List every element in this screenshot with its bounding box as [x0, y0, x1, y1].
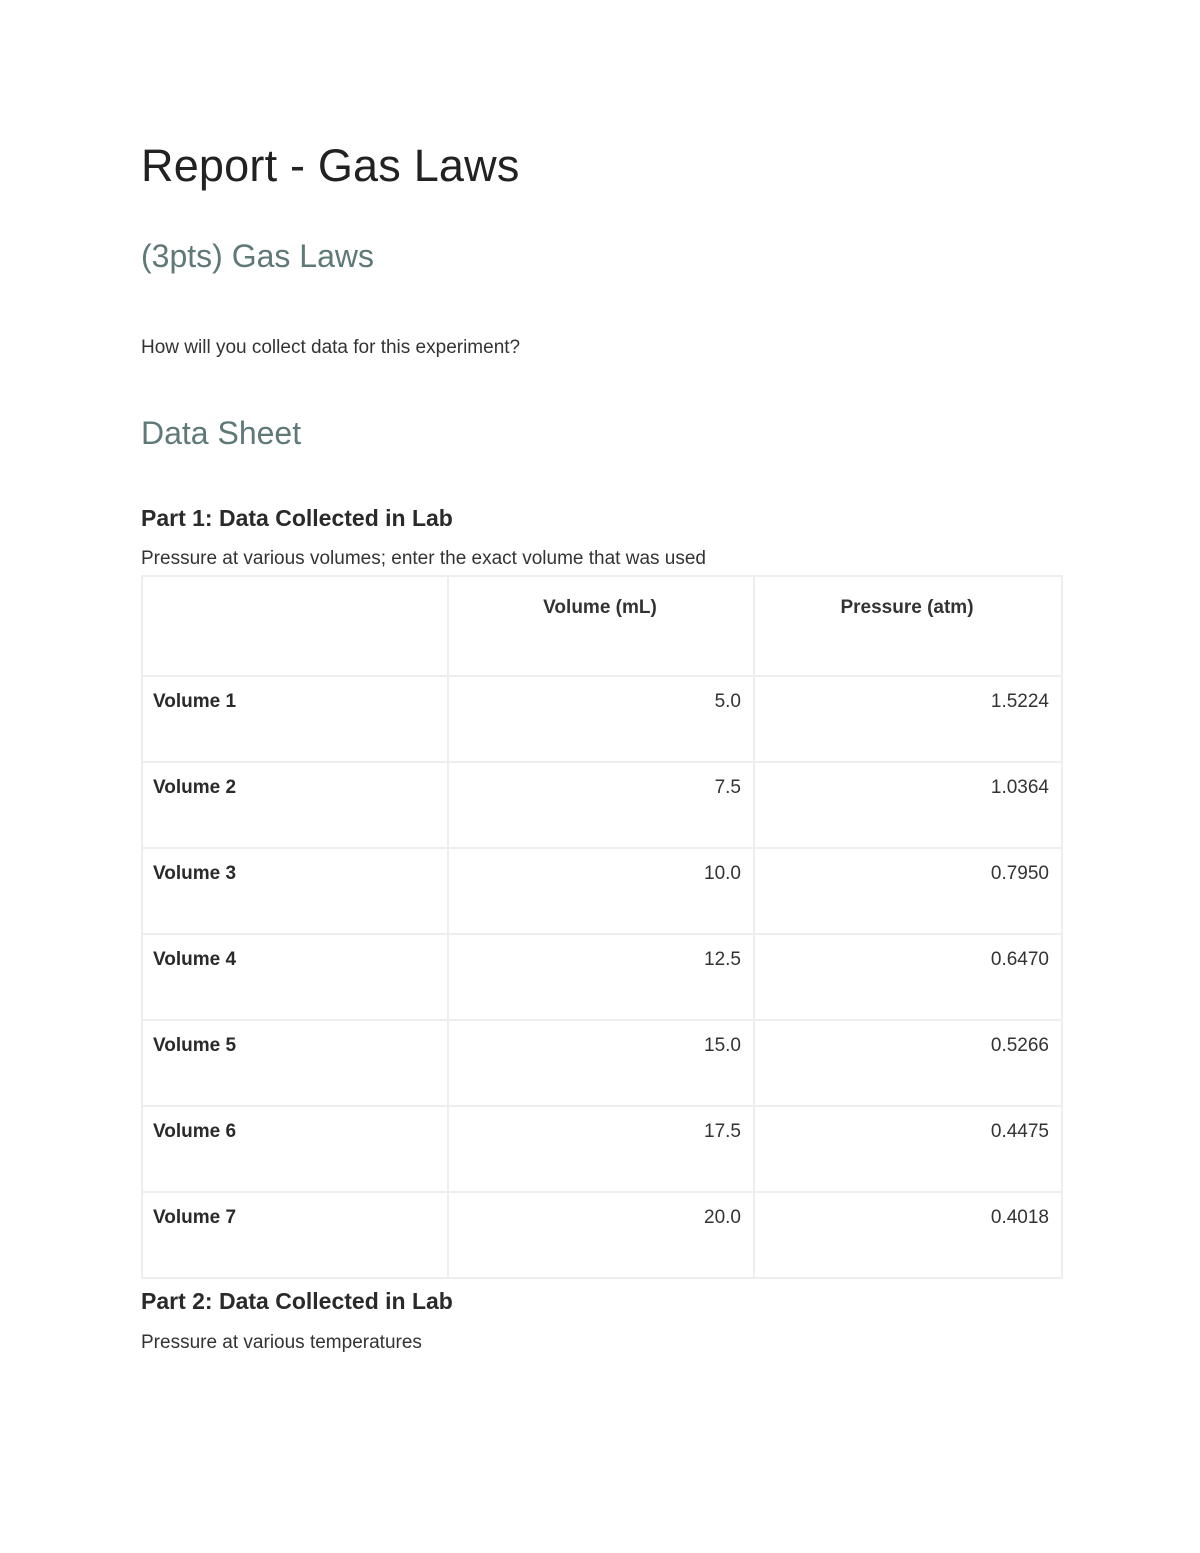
table-row [142, 1192, 1062, 1278]
table-header-row [142, 576, 1062, 676]
pressure-cell[interactable]: 0.4475 [754, 1106, 1062, 1192]
column-header-volume: Volume (mL) [448, 576, 754, 676]
column-header-pressure: Pressure (atm) [754, 576, 1062, 676]
pressure-cell[interactable]: 0.5266 [754, 1020, 1062, 1106]
table-row [142, 848, 1062, 934]
pressure-cell[interactable]: 0.4018 [754, 1192, 1062, 1278]
row-label: Volume 5 [142, 1020, 448, 1106]
table-row [142, 934, 1062, 1020]
volume-cell[interactable]: 7.5 [448, 762, 754, 848]
table-row [142, 676, 1062, 762]
pressure-cell[interactable]: 1.5224 [754, 676, 1062, 762]
part2-heading: Part 2: Data Collected in Lab [141, 1288, 453, 1314]
pressure-cell[interactable]: 0.6470 [754, 934, 1062, 1020]
table-row [142, 762, 1062, 848]
page-title: Report - Gas Laws [141, 140, 520, 191]
volume-cell[interactable]: 17.5 [448, 1106, 754, 1192]
volume-cell[interactable]: 20.0 [448, 1192, 754, 1278]
part1-description: Pressure at various volumes; enter the exact volume that was used [141, 548, 706, 569]
row-label: Volume 4 [142, 934, 448, 1020]
volume-cell[interactable]: 15.0 [448, 1020, 754, 1106]
pressure-cell[interactable]: 0.7950 [754, 848, 1062, 934]
data-sheet-heading: Data Sheet [141, 415, 302, 451]
row-label: Volume 1 [142, 676, 448, 762]
volume-cell[interactable]: 10.0 [448, 848, 754, 934]
column-header-label [142, 576, 448, 676]
volume-pressure-table [141, 575, 1063, 1279]
collection-question: How will you collect data for this experiment? [141, 337, 521, 358]
volume-cell[interactable]: 12.5 [448, 934, 754, 1020]
gas-laws-heading: (3pts) Gas Laws [141, 238, 374, 274]
row-label: Volume 6 [142, 1106, 448, 1192]
part1-heading: Part 1: Data Collected in Lab [141, 505, 453, 531]
row-label: Volume 2 [142, 762, 448, 848]
table-row [142, 1106, 1062, 1192]
row-label: Volume 7 [142, 1192, 448, 1278]
table-row [142, 1020, 1062, 1106]
pressure-cell[interactable]: 1.0364 [754, 762, 1062, 848]
row-label: Volume 3 [142, 848, 448, 934]
part2-description: Pressure at various temperatures [141, 1332, 422, 1353]
volume-cell[interactable]: 5.0 [448, 676, 754, 762]
